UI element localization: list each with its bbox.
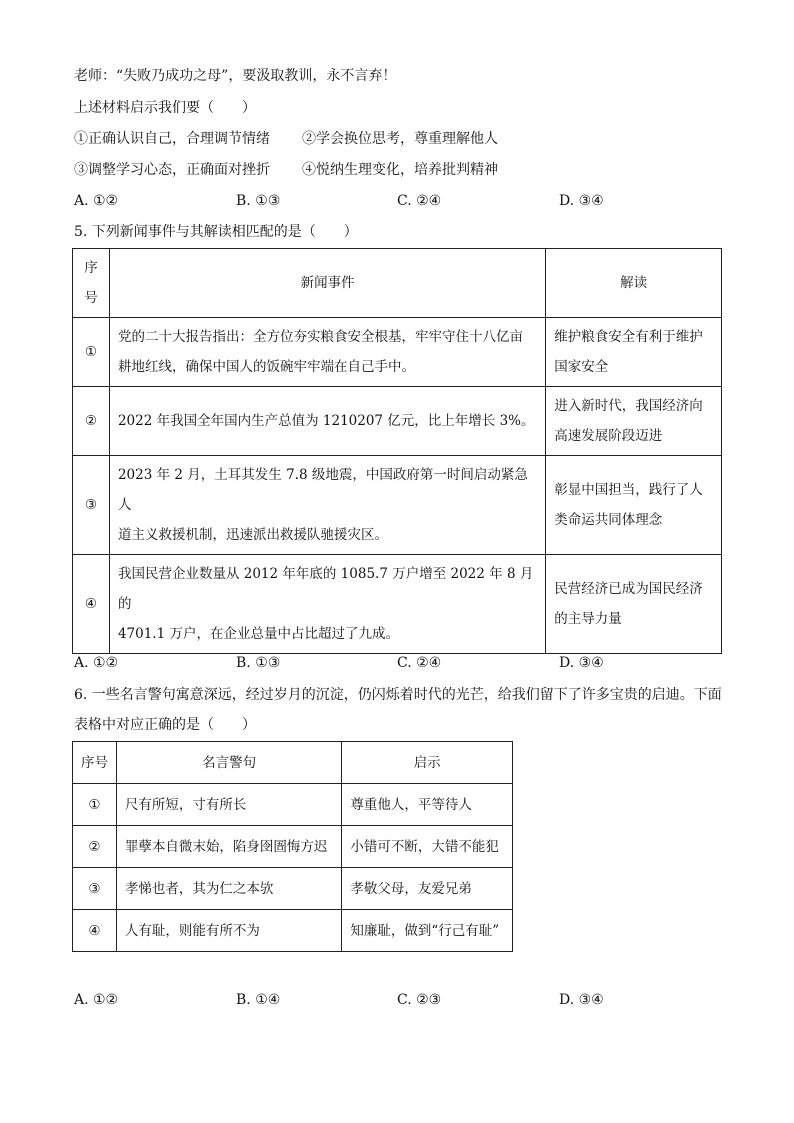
row-quote: 人有耻，则能有所不为 xyxy=(116,910,341,952)
row-event: 党的二十大报告指出：全方位夯实粮食安全根基，牢牢守住十八亿亩 耕地红线，确保中国人的饭碗牢牢端在自己手中。 xyxy=(109,318,545,387)
header-insight: 启示 xyxy=(342,742,513,784)
header-event: 新闻事件 xyxy=(109,249,545,318)
option-d: D. ③④ xyxy=(559,992,604,1008)
row-insight: 孝敬父母，友爱兄弟 xyxy=(342,868,513,910)
q5-stem: 5. 下列新闻事件与其解读相匹配的是（ ） xyxy=(74,224,358,240)
table-header-row xyxy=(73,742,513,784)
option-b: B. ①④ xyxy=(236,992,281,1008)
row-reading: 进入新时代，我国经济向 高速发展阶段迈进 xyxy=(546,387,722,456)
row-event: 2022 年我国全年国内生产总值为 1210207 亿元，比上年增长 3%。 xyxy=(109,387,545,456)
row-event: 我国民营企业数量从 2012 年年底的 1085.7 万户增至 2022 年 8 月的 4701.1 万户，在企业总量中占比超过了九成。 xyxy=(109,555,545,654)
q6-options xyxy=(74,990,734,1010)
header-quote: 名言警句 xyxy=(116,742,341,784)
header-num: 序号 xyxy=(73,742,117,784)
option-a: A. ①② xyxy=(74,655,119,671)
q6-quote-table xyxy=(72,741,513,952)
q6-stem-line-1: 6. 一些名言警句寓意深远，经过岁月的沉淀，仍闪烁着时代的光芒，给我们留下了许多宝贵的启迪。下面 xyxy=(74,687,722,703)
option-a: A. ①② xyxy=(74,992,119,1008)
statement-row-2 xyxy=(74,160,594,180)
option-b: B. ①③ xyxy=(236,193,281,209)
q5-options xyxy=(74,653,734,673)
table-row xyxy=(73,784,513,826)
row-num: ② xyxy=(73,387,110,456)
statement-2: ②学会换位思考，尊重理解他人 xyxy=(302,131,498,147)
statement-4: ④悦纳生理变化，培养批判精神 xyxy=(302,162,498,178)
row-num: ① xyxy=(73,784,117,826)
statement-row-1 xyxy=(74,129,594,149)
question-prompt: 上述材料启示我们要（ ） xyxy=(74,100,256,116)
row-num: ① xyxy=(73,318,110,387)
row-num: ③ xyxy=(73,868,117,910)
row-num: ④ xyxy=(73,555,110,654)
option-a: A. ①② xyxy=(74,193,119,209)
header-num: 序 号 xyxy=(73,249,110,318)
table-row xyxy=(73,910,513,952)
row-quote: 孝悌也者，其为仁之本欤 xyxy=(116,868,341,910)
statement-3: ③调整学习心态，正确面对挫折 xyxy=(74,162,270,178)
statement-1: ①正确认识自己，合理调节情绪 xyxy=(74,131,270,147)
table-header-row xyxy=(73,249,722,318)
header-reading: 解读 xyxy=(546,249,722,318)
option-d: D. ③④ xyxy=(559,193,604,209)
row-reading: 维护粮食安全有利于维护 国家安全 xyxy=(546,318,722,387)
row-quote: 罪孽本自微末始，陷身囹圄悔方迟 xyxy=(116,826,341,868)
option-c: C. ②④ xyxy=(397,655,442,671)
table-row xyxy=(73,318,722,387)
table-row xyxy=(73,826,513,868)
row-reading: 民营经济已成为国民经济 的主导力量 xyxy=(546,555,722,654)
row-insight: 尊重他人，平等待人 xyxy=(342,784,513,826)
option-c: C. ②③ xyxy=(397,992,442,1008)
option-b: B. ①③ xyxy=(236,655,281,671)
table-row xyxy=(73,387,722,456)
row-insight: 小错可不断，大错不能犯 xyxy=(342,826,513,868)
intro-options xyxy=(74,191,734,211)
table-row xyxy=(73,555,722,654)
option-c: C. ②④ xyxy=(397,193,442,209)
q5-news-table xyxy=(72,248,722,654)
row-num: ④ xyxy=(73,910,117,952)
table-row xyxy=(73,868,513,910)
row-insight: 知廉耻，做到“行己有耻” xyxy=(342,910,513,952)
teacher-quote: 老师：“失败乃成功之母”，要汲取教训，永不言弃！ xyxy=(74,68,397,84)
row-event: 2023 年 2 月，土耳其发生 7.8 级地震，中国政府第一时间启动紧急人 道主义救援机制，迅速派出救援队驰援灾区。 xyxy=(109,456,545,555)
row-num: ③ xyxy=(73,456,110,555)
table-row xyxy=(73,456,722,555)
q6-stem-line-2: 表格中对应正确的是（ ） xyxy=(74,717,256,733)
row-num: ② xyxy=(73,826,117,868)
row-reading: 彰显中国担当，践行了人 类命运共同体理念 xyxy=(546,456,722,555)
row-quote: 尺有所短，寸有所长 xyxy=(116,784,341,826)
option-d: D. ③④ xyxy=(559,655,604,671)
